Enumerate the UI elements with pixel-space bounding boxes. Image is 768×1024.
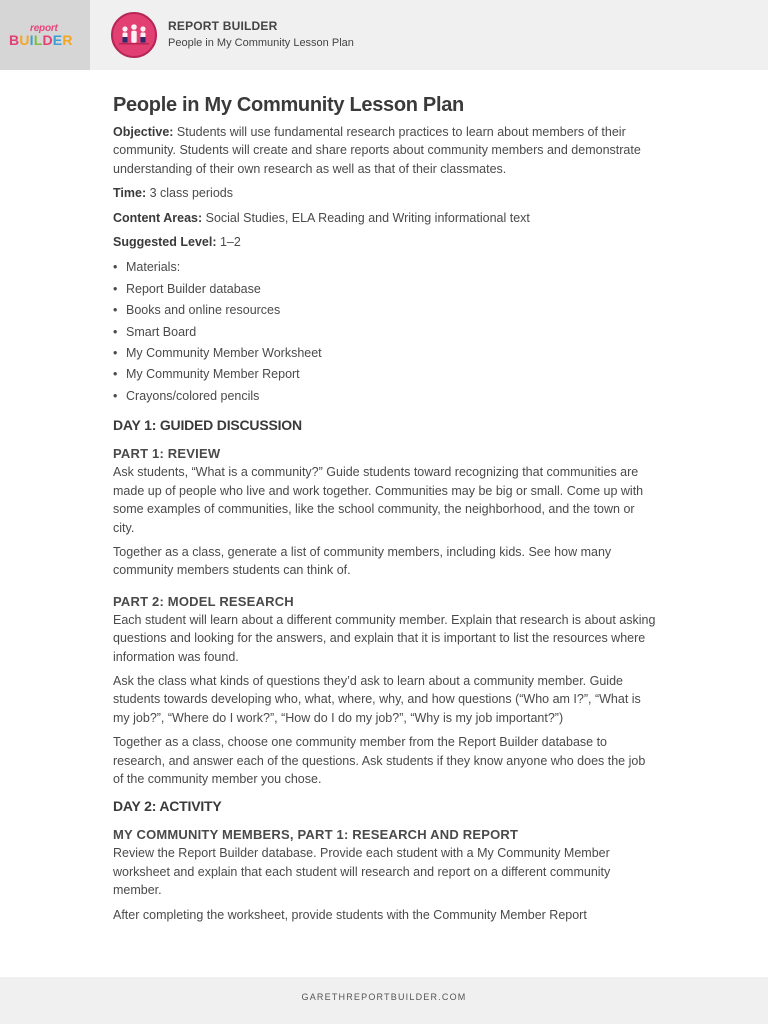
logo-report-text: report: [30, 23, 58, 34]
part3-paragraph-1: Review the Report Builder database. Provide each student with a My Community Member worksheet and explain that each student will research and report on a different community member.: [113, 846, 611, 898]
logo-letter: R: [62, 32, 73, 48]
logo-letter: E: [52, 32, 63, 48]
page-header: [0, 0, 768, 70]
lesson-plan-body: [113, 94, 658, 930]
logo-builder-text: [9, 32, 73, 48]
time-text: 3 class periods: [146, 186, 233, 201]
part2-paragraph-2: Ask the class what kinds of questions they’d ask to learn about a community member. Guide students towards developing who, what, where, why, and how questions (“Who am I?”, “What is my job?”, “Where do I work?”, “How do I do my job?”, “Why is my job important?”): [113, 673, 641, 725]
suggested-level-text: 1–2: [216, 235, 241, 250]
objective-paragraph: [113, 123, 658, 178]
part1-paragraph-1: Ask students, “What is a community?” Guide students toward recognizing that communities are made up of people who live and work together. Communities may be big or small. Come up with some examples of communities, like the school community, the neighborhood, and the town or city.: [113, 465, 644, 535]
report-builder-logo: [0, 0, 90, 70]
objective-text: Students will use fundamental research practices to learn about members of their community. Students will create and share reports about community members and demonstrate understanding of their own research as well as that of their classmates.: [113, 125, 641, 176]
footer-url: GARETHREPORTBUILDER.COM: [301, 992, 467, 1002]
page-title: People in My Community Lesson Plan: [113, 94, 464, 116]
part1-paragraph-2: Together as a class, generate a list of community members, including kids. See how many community members students can think of.: [113, 544, 612, 578]
suggested-level-label: Suggested Level:: [113, 235, 217, 250]
logo-letter: B: [9, 32, 20, 48]
part3-paragraph-2: After completing the worksheet, provide students with the Community Member Report: [113, 907, 587, 922]
header-subtitle: People in My Community Lesson Plan: [168, 37, 354, 49]
logo-letter: L: [33, 32, 43, 48]
logo-letter: D: [42, 32, 53, 48]
list-item: • My Community Member Worksheet: [113, 343, 658, 364]
content-areas-text: Social Studies, ELA Reading and Writing informational text: [202, 210, 530, 225]
header-title: REPORT BUILDER: [168, 19, 278, 33]
list-item: • Books and online resources: [113, 300, 658, 321]
list-item: • Materials:: [113, 257, 658, 278]
community-people-icon: [111, 12, 157, 58]
list-item: • Crayons/colored pencils: [113, 386, 658, 407]
logo-letter: I: [29, 32, 34, 48]
part2-paragraph-1: Each student will learn about a different community member. Explain that research is about asking questions and looking for the answers, and explain that it is important to list the resources where information was found.: [113, 612, 656, 664]
time-paragraph: [113, 184, 658, 202]
list-item: • My Community Member Report: [113, 364, 658, 385]
part1-heading: PART 1: REVIEW: [113, 446, 221, 462]
content-areas-paragraph: [113, 209, 658, 227]
part2-heading: PART 2: MODEL RESEARCH: [113, 593, 294, 609]
part3-heading: MY COMMUNITY MEMBERS, PART 1: RESEARCH AND REPORT: [113, 827, 519, 843]
objective-label: Objective:: [113, 125, 174, 139]
logo-letter: U: [19, 32, 30, 48]
list-item: • Report Builder database: [113, 279, 658, 300]
day2-heading: DAY 2: ACTIVITY: [113, 798, 222, 815]
part2-paragraph-3: Together as a class, choose one community member from the Report Builder database to research, and answer each of the questions. Ask students if they know anyone who does the job of the community member you chose.: [113, 735, 646, 786]
content-areas-label: Content Areas:: [113, 210, 203, 225]
materials-list: [113, 257, 658, 407]
suggested-level-paragraph: [113, 233, 658, 251]
time-label: Time:: [113, 186, 147, 201]
page-footer: [0, 977, 768, 1024]
list-item: • Smart Board: [113, 322, 658, 343]
day1-heading: DAY 1: GUIDED DISCUSSION: [113, 417, 302, 434]
